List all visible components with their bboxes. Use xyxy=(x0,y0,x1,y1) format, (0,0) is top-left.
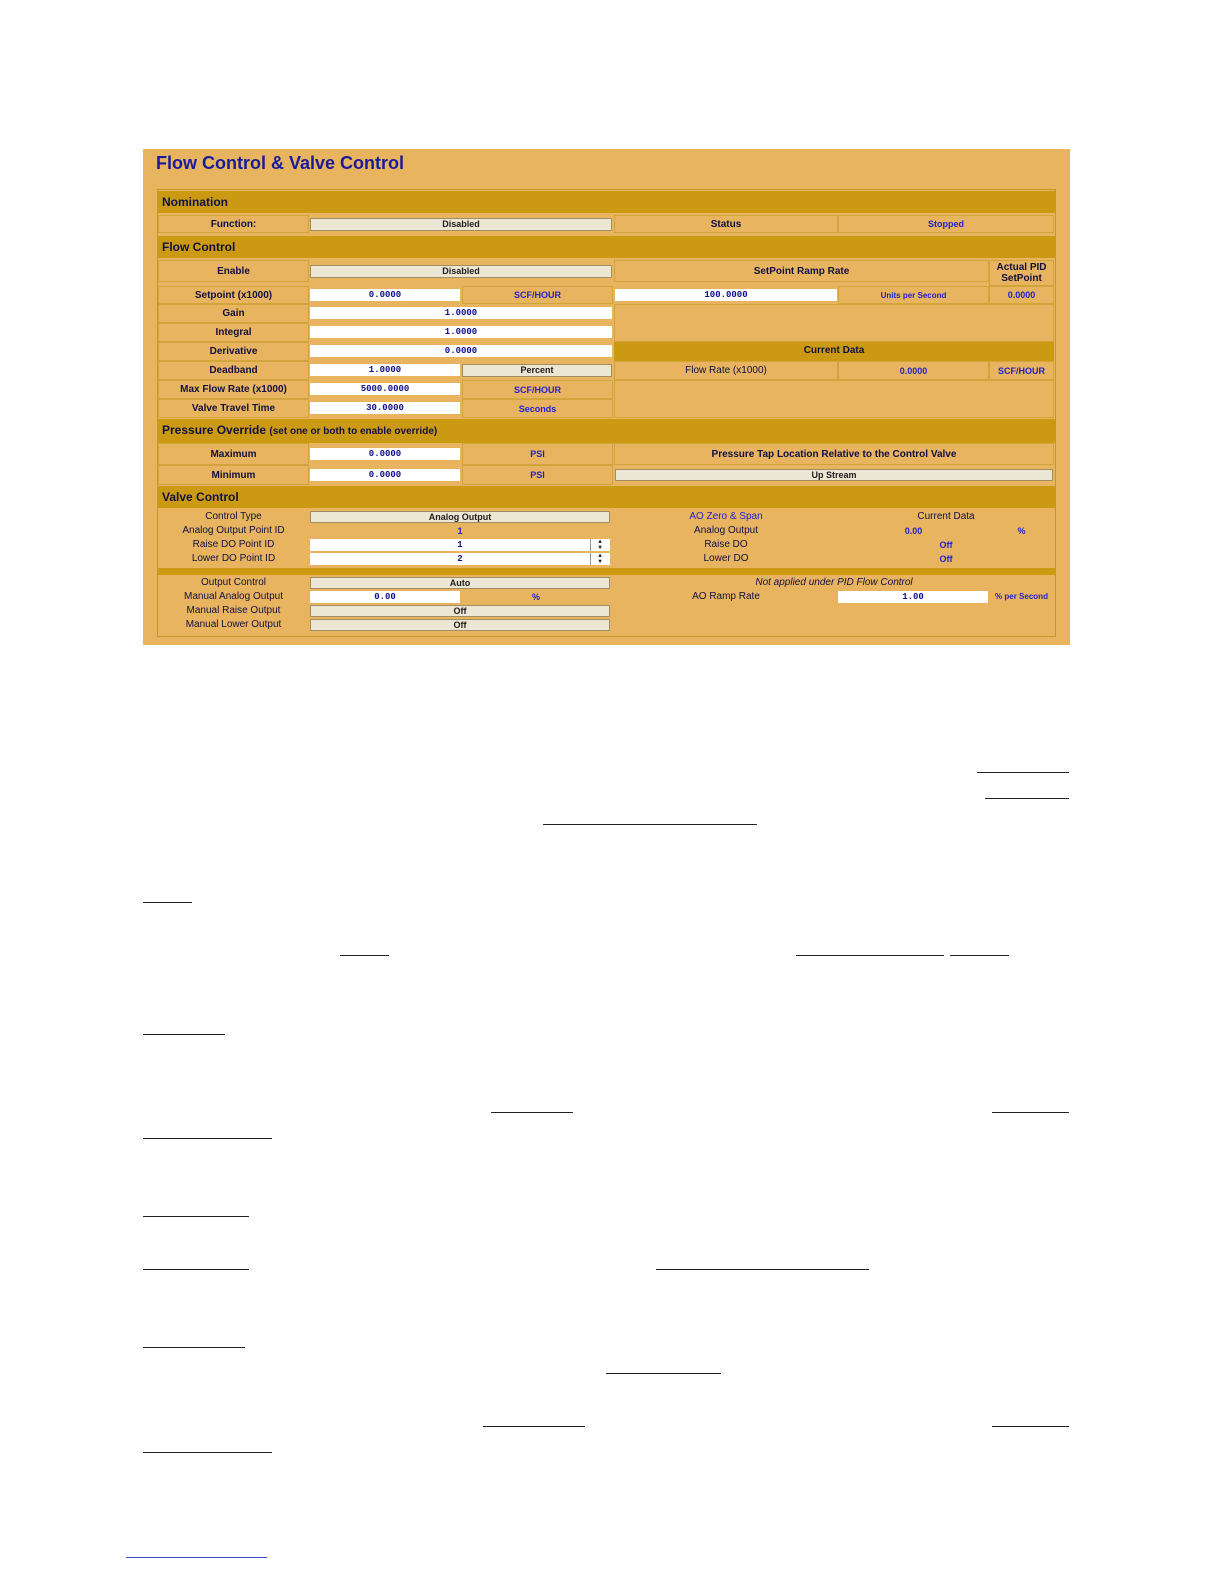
manual-ao-input[interactable]: 0.00 xyxy=(310,591,460,603)
integral-label: Integral xyxy=(158,323,309,342)
gain-label: Gain xyxy=(158,304,309,323)
flow-rate-unit: SCF/HOUR xyxy=(989,361,1054,380)
underline xyxy=(985,798,1069,799)
output-control-select[interactable]: Auto xyxy=(310,577,610,589)
minimum-label: Minimum xyxy=(158,465,309,485)
manual-lower-select[interactable]: Off xyxy=(310,619,610,631)
travel-time-unit: Seconds xyxy=(462,399,613,418)
ao-point-value: 1 xyxy=(457,526,463,536)
max-flow-label: Max Flow Rate (x1000) xyxy=(158,380,309,399)
analog-output-label: Analog Output xyxy=(694,525,758,536)
underline xyxy=(656,1269,869,1270)
raise-do-status-label: Raise DO xyxy=(704,539,748,550)
lower-do-stepper[interactable] xyxy=(310,553,610,565)
underline xyxy=(483,1426,585,1427)
actual-pid-value: 0.0000 xyxy=(989,286,1054,304)
ramp-rate-unit: Units per Second xyxy=(838,286,989,304)
underline xyxy=(143,1034,225,1035)
enable-label: Enable xyxy=(158,260,309,282)
current-data-header: Current Data xyxy=(614,342,1054,361)
gain-input[interactable]: 1.0000 xyxy=(310,307,612,319)
function-label: Function: xyxy=(158,215,309,233)
tap-location-label: Pressure Tap Location Relative to the Control Valve xyxy=(614,443,1054,465)
minimum-unit: PSI xyxy=(462,465,613,485)
lower-do-status-label: Lower DO xyxy=(703,553,749,564)
pressure-override-header: Pressure Override (set one or both to enable override) xyxy=(158,419,1055,443)
control-type-label: Control Type xyxy=(205,511,262,522)
flow-control-panel xyxy=(143,149,1070,645)
output-control-label: Output Control xyxy=(200,577,267,588)
status-label: Status xyxy=(614,215,838,233)
manual-ao-unit: % xyxy=(531,592,540,602)
raise-do-stepper[interactable] xyxy=(310,539,610,551)
maximum-label: Maximum xyxy=(158,443,309,465)
underline xyxy=(543,824,757,825)
ao-ramp-unit: % per Second xyxy=(995,592,1048,601)
ao-ramp-label: AO Ramp Rate xyxy=(692,591,760,602)
flow-rate-label: Flow Rate (x1000) xyxy=(614,361,838,380)
underline xyxy=(606,1373,721,1374)
underline xyxy=(143,1269,249,1270)
underline xyxy=(143,1347,245,1348)
lower-do-spin-icon[interactable]: ▲ ▼ xyxy=(590,553,609,565)
underline xyxy=(992,1112,1069,1113)
lower-do-label: Lower DO Point ID xyxy=(191,553,276,564)
travel-time-input[interactable]: 30.0000 xyxy=(310,402,460,414)
manual-ao-label: Manual Analog Output xyxy=(184,591,283,602)
lower-do-status-value: Off xyxy=(939,554,953,564)
control-type-select[interactable]: Analog Output xyxy=(310,511,610,523)
max-flow-unit: SCF/HOUR xyxy=(462,380,613,399)
analog-output-unit: % xyxy=(1017,526,1026,536)
ramp-rate-input[interactable]: 100.0000 xyxy=(615,289,837,301)
integral-input[interactable]: 1.0000 xyxy=(310,326,612,338)
manual-raise-select[interactable]: Off xyxy=(310,605,610,617)
underline xyxy=(143,902,192,903)
lower-do-value: 2 xyxy=(457,554,463,564)
deadband-label: Deadband xyxy=(158,361,309,380)
underline xyxy=(143,1138,272,1139)
underline xyxy=(143,1452,272,1453)
underline xyxy=(126,1557,267,1558)
enable-select[interactable]: Disabled xyxy=(310,265,612,278)
function-select[interactable]: Disabled xyxy=(310,218,612,231)
setpoint-input[interactable]: 0.0000 xyxy=(310,289,460,301)
underline xyxy=(143,1216,249,1217)
ao-point-label: Analog Output Point ID xyxy=(182,525,285,536)
setpoint-unit: SCF/HOUR xyxy=(462,286,613,304)
manual-lower-label: Manual Lower Output xyxy=(185,619,282,630)
raise-do-label: Raise DO Point ID xyxy=(192,539,275,550)
valve-control-header: Valve Control xyxy=(158,486,1055,508)
valve-current-data-label: Current Data xyxy=(917,511,975,522)
flow-spacer xyxy=(614,304,1054,342)
tap-location-select[interactable]: Up Stream xyxy=(615,469,1053,481)
underline xyxy=(796,955,944,956)
ao-ramp-input[interactable]: 1.00 xyxy=(838,591,988,603)
raise-do-status-value: Off xyxy=(939,540,953,550)
derivative-input[interactable]: 0.0000 xyxy=(310,345,612,357)
max-flow-input[interactable]: 5000.0000 xyxy=(310,383,460,395)
setpoint-label: Setpoint (x1000) xyxy=(158,286,309,304)
minimum-input[interactable]: 0.0000 xyxy=(310,469,460,481)
underline xyxy=(491,1112,573,1113)
not-applied-note: Not applied under PID Flow Control xyxy=(755,577,913,588)
maximum-input[interactable]: 0.0000 xyxy=(310,448,460,460)
status-value: Stopped xyxy=(838,215,1054,233)
deadband-input[interactable]: 1.0000 xyxy=(310,364,460,376)
underline xyxy=(950,955,1009,956)
manual-raise-label: Manual Raise Output xyxy=(186,605,281,616)
ramp-rate-label: SetPoint Ramp Rate xyxy=(614,260,989,282)
maximum-unit: PSI xyxy=(462,443,613,465)
derivative-label: Derivative xyxy=(158,342,309,361)
underline xyxy=(340,955,389,956)
flow-control-header: Flow Control xyxy=(158,236,1055,258)
flow-rate-value: 0.0000 xyxy=(838,361,989,380)
deadband-unit-select[interactable]: Percent xyxy=(462,364,612,377)
actual-pid-label: Actual PID SetPoint xyxy=(989,260,1054,286)
raise-do-spin-icon[interactable]: ▲ ▼ xyxy=(590,539,609,551)
underline xyxy=(977,772,1069,773)
travel-time-label: Valve Travel Time xyxy=(158,399,309,418)
raise-do-value: 1 xyxy=(457,540,463,550)
flow-spacer-2 xyxy=(614,380,1054,418)
page-title: Flow Control & Valve Control xyxy=(156,153,405,173)
valve-divider xyxy=(158,568,1055,575)
nomination-header: Nomination xyxy=(158,191,1055,213)
analog-output-value: 0.00 xyxy=(904,526,923,536)
ao-zero-span-link[interactable]: AO Zero & Span xyxy=(689,511,763,522)
underline xyxy=(992,1426,1069,1427)
